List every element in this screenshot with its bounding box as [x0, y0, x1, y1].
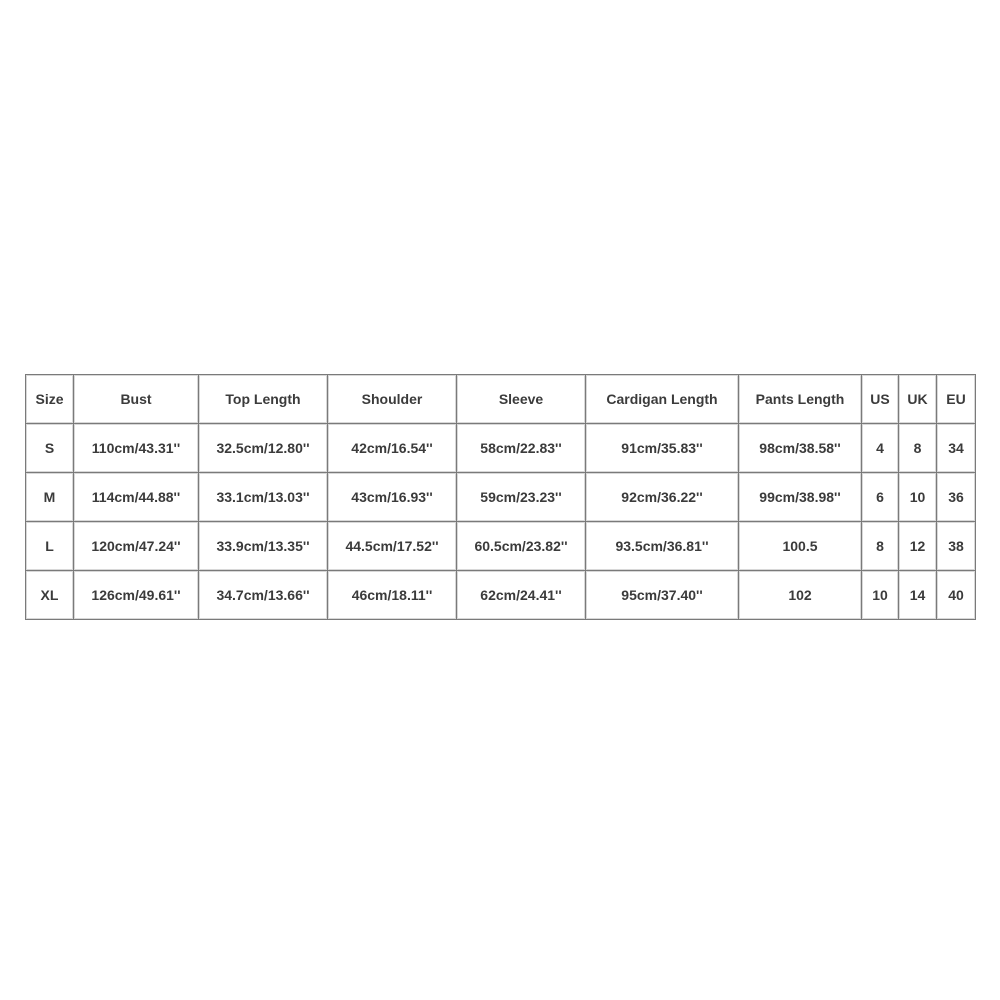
table-cell: 99cm/38.98'': [739, 473, 862, 522]
header-cell-top-length: Top Length: [199, 375, 328, 424]
table-cell: 14: [899, 571, 937, 620]
header-cell-cardigan-length: Cardigan Length: [586, 375, 739, 424]
table-cell: 59cm/23.23'': [457, 473, 586, 522]
table-cell: 33.9cm/13.35'': [199, 522, 328, 571]
table-cell: L: [26, 522, 74, 571]
table-row: [26, 522, 976, 571]
table-cell: 126cm/49.61'': [74, 571, 199, 620]
table-cell: 93.5cm/36.81'': [586, 522, 739, 571]
table-cell: 40: [937, 571, 976, 620]
table-cell: 12: [899, 522, 937, 571]
header-cell-eu: EU: [937, 375, 976, 424]
table-cell: 4: [862, 424, 899, 473]
table-cell: 36: [937, 473, 976, 522]
table-cell: 10: [862, 571, 899, 620]
table-cell: 33.1cm/13.03'': [199, 473, 328, 522]
table-cell: 92cm/36.22'': [586, 473, 739, 522]
table-cell: 110cm/43.31'': [74, 424, 199, 473]
table-cell: 10: [899, 473, 937, 522]
table-cell: 43cm/16.93'': [328, 473, 457, 522]
table-row: [26, 473, 976, 522]
header-cell-size: Size: [26, 375, 74, 424]
table-cell: M: [26, 473, 74, 522]
header-cell-sleeve: Sleeve: [457, 375, 586, 424]
table-cell: 44.5cm/17.52'': [328, 522, 457, 571]
table-cell: 32.5cm/12.80'': [199, 424, 328, 473]
table-cell: 120cm/47.24'': [74, 522, 199, 571]
header-cell-pants-length: Pants Length: [739, 375, 862, 424]
table-cell: 60.5cm/23.82'': [457, 522, 586, 571]
table-row: [26, 424, 976, 473]
header-cell-us: US: [862, 375, 899, 424]
table-row: [26, 571, 976, 620]
table-cell: 102: [739, 571, 862, 620]
table-cell: 42cm/16.54'': [328, 424, 457, 473]
header-cell-uk: UK: [899, 375, 937, 424]
table-cell: 98cm/38.58'': [739, 424, 862, 473]
table-cell: 8: [862, 522, 899, 571]
table-cell: 100.5: [739, 522, 862, 571]
table-cell: 58cm/22.83'': [457, 424, 586, 473]
table-cell: 6: [862, 473, 899, 522]
table-cell: 34: [937, 424, 976, 473]
table-cell: 95cm/37.40'': [586, 571, 739, 620]
header-cell-shoulder: Shoulder: [328, 375, 457, 424]
table-cell: 46cm/18.11'': [328, 571, 457, 620]
header-row: [26, 375, 976, 424]
table-cell: 38: [937, 522, 976, 571]
header-cell-bust: Bust: [74, 375, 199, 424]
table-cell: XL: [26, 571, 74, 620]
table-cell: 34.7cm/13.66'': [199, 571, 328, 620]
table-cell: S: [26, 424, 74, 473]
table-cell: 114cm/44.88'': [74, 473, 199, 522]
size-chart-table: [25, 374, 976, 620]
table-cell: 62cm/24.41'': [457, 571, 586, 620]
table-cell: 8: [899, 424, 937, 473]
table-cell: 91cm/35.83'': [586, 424, 739, 473]
